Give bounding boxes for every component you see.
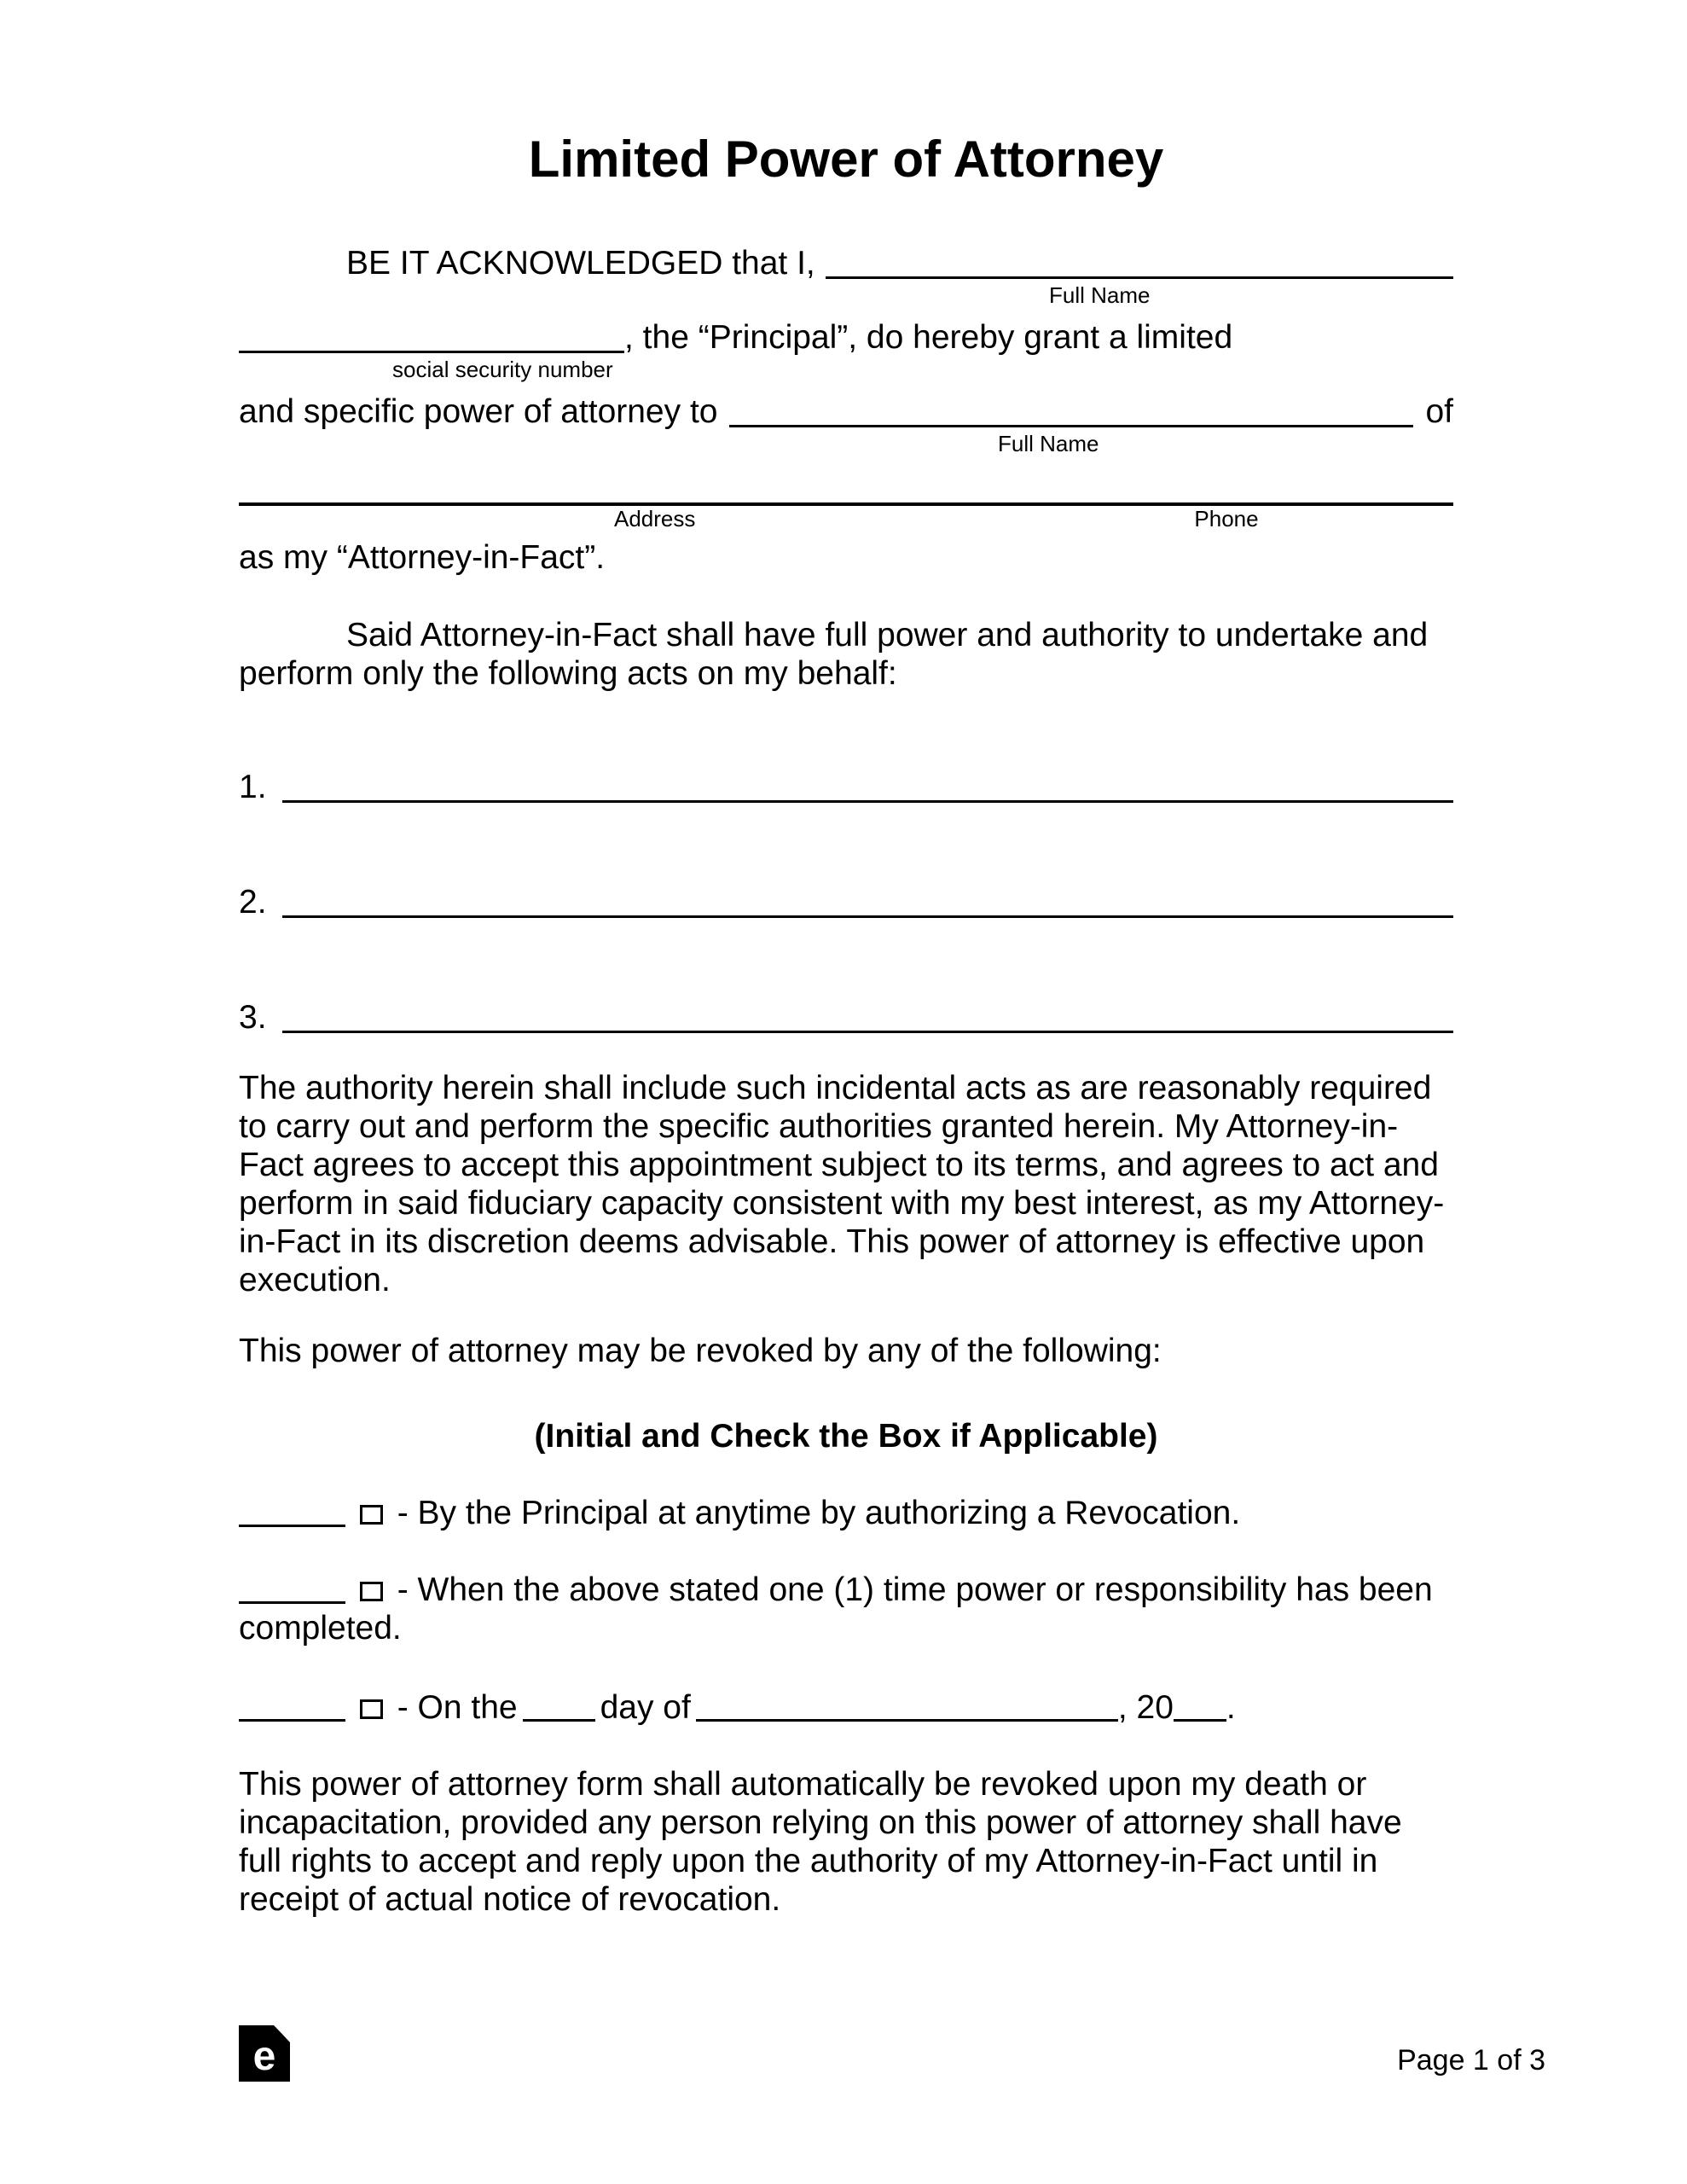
initials-blank-2[interactable] <box>239 1578 345 1604</box>
authority-instruction: Said Attorney-in-Fact shall have full power and authority to undertake and perform only the following acts on my behalf: <box>239 617 1429 692</box>
full-name-label: Full Name <box>1049 282 1151 308</box>
revocation-heading: (Initial and Check the Box if Applicable) <box>534 1418 1158 1455</box>
phone-label: Phone <box>1194 506 1259 531</box>
acknowledgment-text: BE IT ACKNOWLEDGED that I, <box>346 245 815 282</box>
grant-prefix-text: and specific power of attorney to <box>239 393 718 430</box>
act-number-3: 3. <box>239 999 267 1036</box>
principal-clause-text: , the “Principal”, do hereby grant a limited <box>624 319 1233 356</box>
initials-blank-3[interactable] <box>239 1696 345 1722</box>
agent-full-name-blank[interactable] <box>729 425 1413 427</box>
year-blank[interactable] <box>1174 1696 1226 1722</box>
month-blank[interactable] <box>696 1696 1118 1722</box>
revocation-checkbox-2[interactable] <box>360 1582 383 1601</box>
revocation-option-3-prefix: - On the <box>397 1689 518 1726</box>
act-1-blank[interactable] <box>282 800 1453 803</box>
address-phone-blank[interactable] <box>239 472 1453 506</box>
acknowledgment-line <box>239 244 1453 282</box>
revocation-checkbox-3[interactable] <box>360 1699 383 1719</box>
full-name-label-2: Full Name <box>998 431 1099 456</box>
revocation-option-3-mid: day of <box>600 1689 691 1726</box>
page-indicator: Page 1 of 3 <box>1397 2044 1545 2077</box>
page-title: Limited Power of Attorney <box>528 131 1164 188</box>
revocation-option-2-text: - When the above stated one (1) time power or responsibility has been completed. <box>239 1571 1433 1647</box>
act-number-2: 2. <box>239 884 267 921</box>
principal-clause-line <box>239 318 1453 357</box>
attorney-in-fact-text: as my “Attorney-in-Fact”. <box>239 539 606 576</box>
address-label: Address <box>614 506 696 531</box>
revocation-option-completed <box>239 1571 1453 1647</box>
act-row-3 <box>239 998 1453 1037</box>
grant-line <box>239 392 1453 431</box>
ssn-blank[interactable] <box>239 351 624 353</box>
grant-suffix-text: of <box>1425 393 1453 430</box>
revocation-option-principal <box>239 1494 1453 1532</box>
principal-full-name-blank[interactable] <box>826 276 1453 279</box>
logo-letter: e <box>252 2034 276 2079</box>
act-2-blank[interactable] <box>282 915 1453 918</box>
initials-blank-1[interactable] <box>239 1502 345 1527</box>
revocation-option-1-text: - By the Principal at anytime by authorizing a Revocation. <box>397 1495 1241 1531</box>
page-footer <box>239 2025 1545 2082</box>
day-blank[interactable] <box>523 1696 595 1722</box>
act-row-1 <box>239 768 1453 806</box>
eforms-logo <box>239 2025 290 2082</box>
act-number-1: 1. <box>239 769 267 805</box>
act-3-blank[interactable] <box>282 1031 1453 1033</box>
ssn-label: social security number <box>392 357 613 382</box>
act-row-2 <box>239 883 1453 921</box>
revocation-option-3-end: . <box>1226 1689 1236 1726</box>
revocation-option-3-year-text: , 20 <box>1117 1689 1174 1726</box>
acts-list <box>239 768 1453 1037</box>
revocation-checkbox-1[interactable] <box>360 1505 383 1525</box>
termination-paragraph: This power of attorney form shall automatically be revoked upon my death or incapacitation, provided any person relying on this power of attorney shall have full rights to accept and reply upon the authority of my Attorney-in-Fact until in receipt of actual notice of revocation. <box>239 1766 1402 1918</box>
incidental-paragraph: The authority herein shall include such incidental acts as are reasonably required to carry out and perform the specific authorities granted herein. My Attorney-in-Fact agrees to accept this appointment subject to its terms, and agrees to act and perform in said fiduciary capacity consistent with my best interest, as my Attorney-in-Fact in its discretion deems advisable. This power of attorney is effective upon execution. <box>239 1070 1445 1298</box>
revocation-option-date <box>239 1688 1453 1727</box>
address-phone-labels <box>239 506 1453 531</box>
revocation-intro: This power of attorney may be revoked by any of the following: <box>239 1333 1162 1369</box>
